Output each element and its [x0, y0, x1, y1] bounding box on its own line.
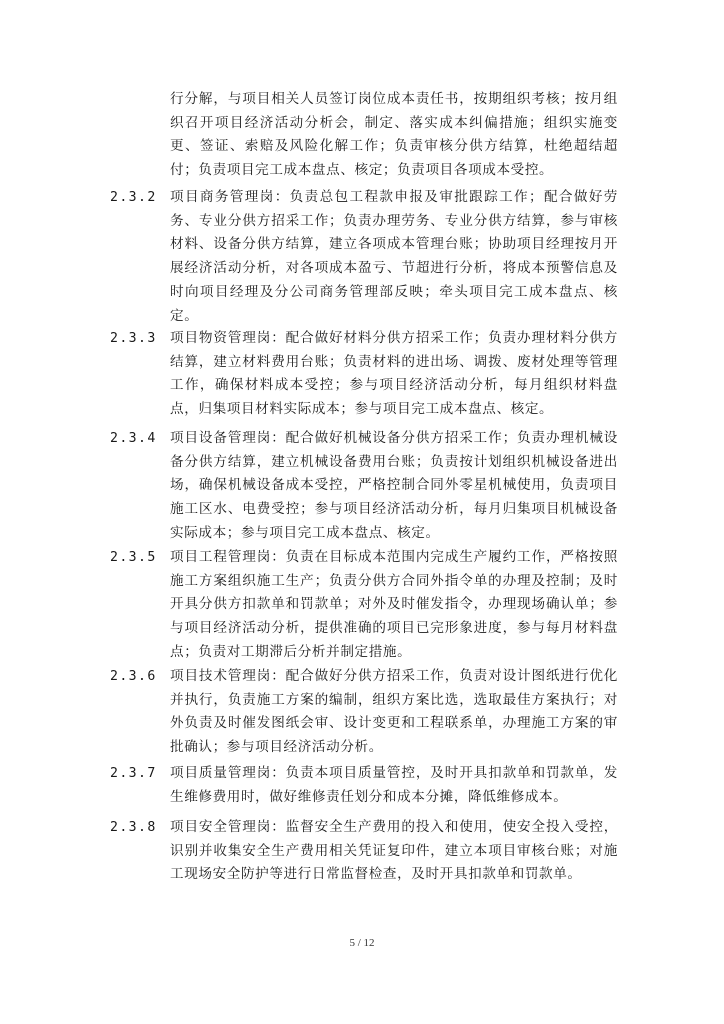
section-number: 2.3.2	[110, 190, 157, 205]
section-paragraph: 项目质量管理岗：负责本项目质量管控，及时开具扣款单和罚款单，发生维修费用时，做好维修责任划分和成本分摊，降低维修成本。	[170, 765, 618, 805]
intro-paragraph: 行分解，与项目相关人员签订岗位成本责任书，按期组织考核；按月组织召开项目经济活动分析会，制定、落实成本纠偏措施；组织实施变更、签证、索赔及风险化解工作；负责审核分供方结算，杜绝超结超付；负责项目完工成本盘点、核定；负责项目各项成本受控。	[170, 91, 618, 179]
section-paragraph: 项目技术管理岗：配合做好分供方招采工作，负责对设计图纸进行优化并执行，负责施工方案的编制，组织方案比选，选取最佳方案执行；对外负责及时催发图纸会审、设计变更和工程联系单，办理施工方案的审批确认；参与项目经济活动分析。	[170, 668, 618, 756]
section-paragraph: 项目工程管理岗：负责在目标成本范围内完成生产履约工作，严格按照施工方案组织施工生产；负责分供方合同外指令单的办理及控制；及时开具分供方扣款单和罚款单；对外及时催发指令，办理现场确认单；参与项目经济活动分析，提供准确的项目已完形象进度，参与每月材料盘点；负责对工期滞后分析并制定措施。	[170, 549, 618, 660]
section-paragraph: 项目物资管理岗：配合做好材料分供方招采工作；负责办理材料分供方结算，建立材料费用台账；负责材料的进出场、调拨、废材处理等管理工作，确保材料成本受控；参与项目经济活动分析，每月组织材料盘点，归集项目材料实际成本；参与项目完工成本盘点、核定。	[170, 330, 618, 418]
section-number: 2.3.8	[110, 820, 157, 835]
section-number: 2.3.5	[110, 550, 157, 565]
section-number: 2.3.3	[110, 331, 157, 346]
section-paragraph: 项目安全管理岗：监督安全生产费用的投入和使用，使安全投入受控，识别并收集安全生产费用相关凭证复印件，建立本项目审核台账；对施工现场安全防护等进行日常监督检查，及时开具扣款单和罚款单。	[170, 819, 618, 883]
page-number: 5 / 12	[349, 937, 375, 949]
section-number: 2.3.7	[110, 766, 157, 781]
section-paragraph: 项目商务管理岗：负责总包工程款申报及审批跟踪工作；配合做好劳务、专业分供方招采工作；负责办理劳务、专业分供方结算，参与审核材料、设备分供方结算，建立各项成本管理台账；协助项目经理按月开展经济活动分析，对各项成本盈亏、节超进行分析，将成本预警信息及时向项目经理及分公司商务管理部反映；牵头项目完工成本盘点、核定。	[170, 189, 618, 324]
section-number: 2.3.6	[110, 669, 157, 684]
section-paragraph: 项目设备管理岗：配合做好机械设备分供方招采工作；负责办理机械设备分供方结算，建立机械设备费用台账；负责按计划组织机械设备进出场，确保机械设备成本受控，严格控制合同外零星机械使用，负责项目施工区水、电费受控；参与项目经济活动分析，每月归集项目机械设备实际成本；参与项目完工成本盘点、核定。	[170, 430, 618, 541]
section-number: 2.3.4	[110, 431, 157, 446]
